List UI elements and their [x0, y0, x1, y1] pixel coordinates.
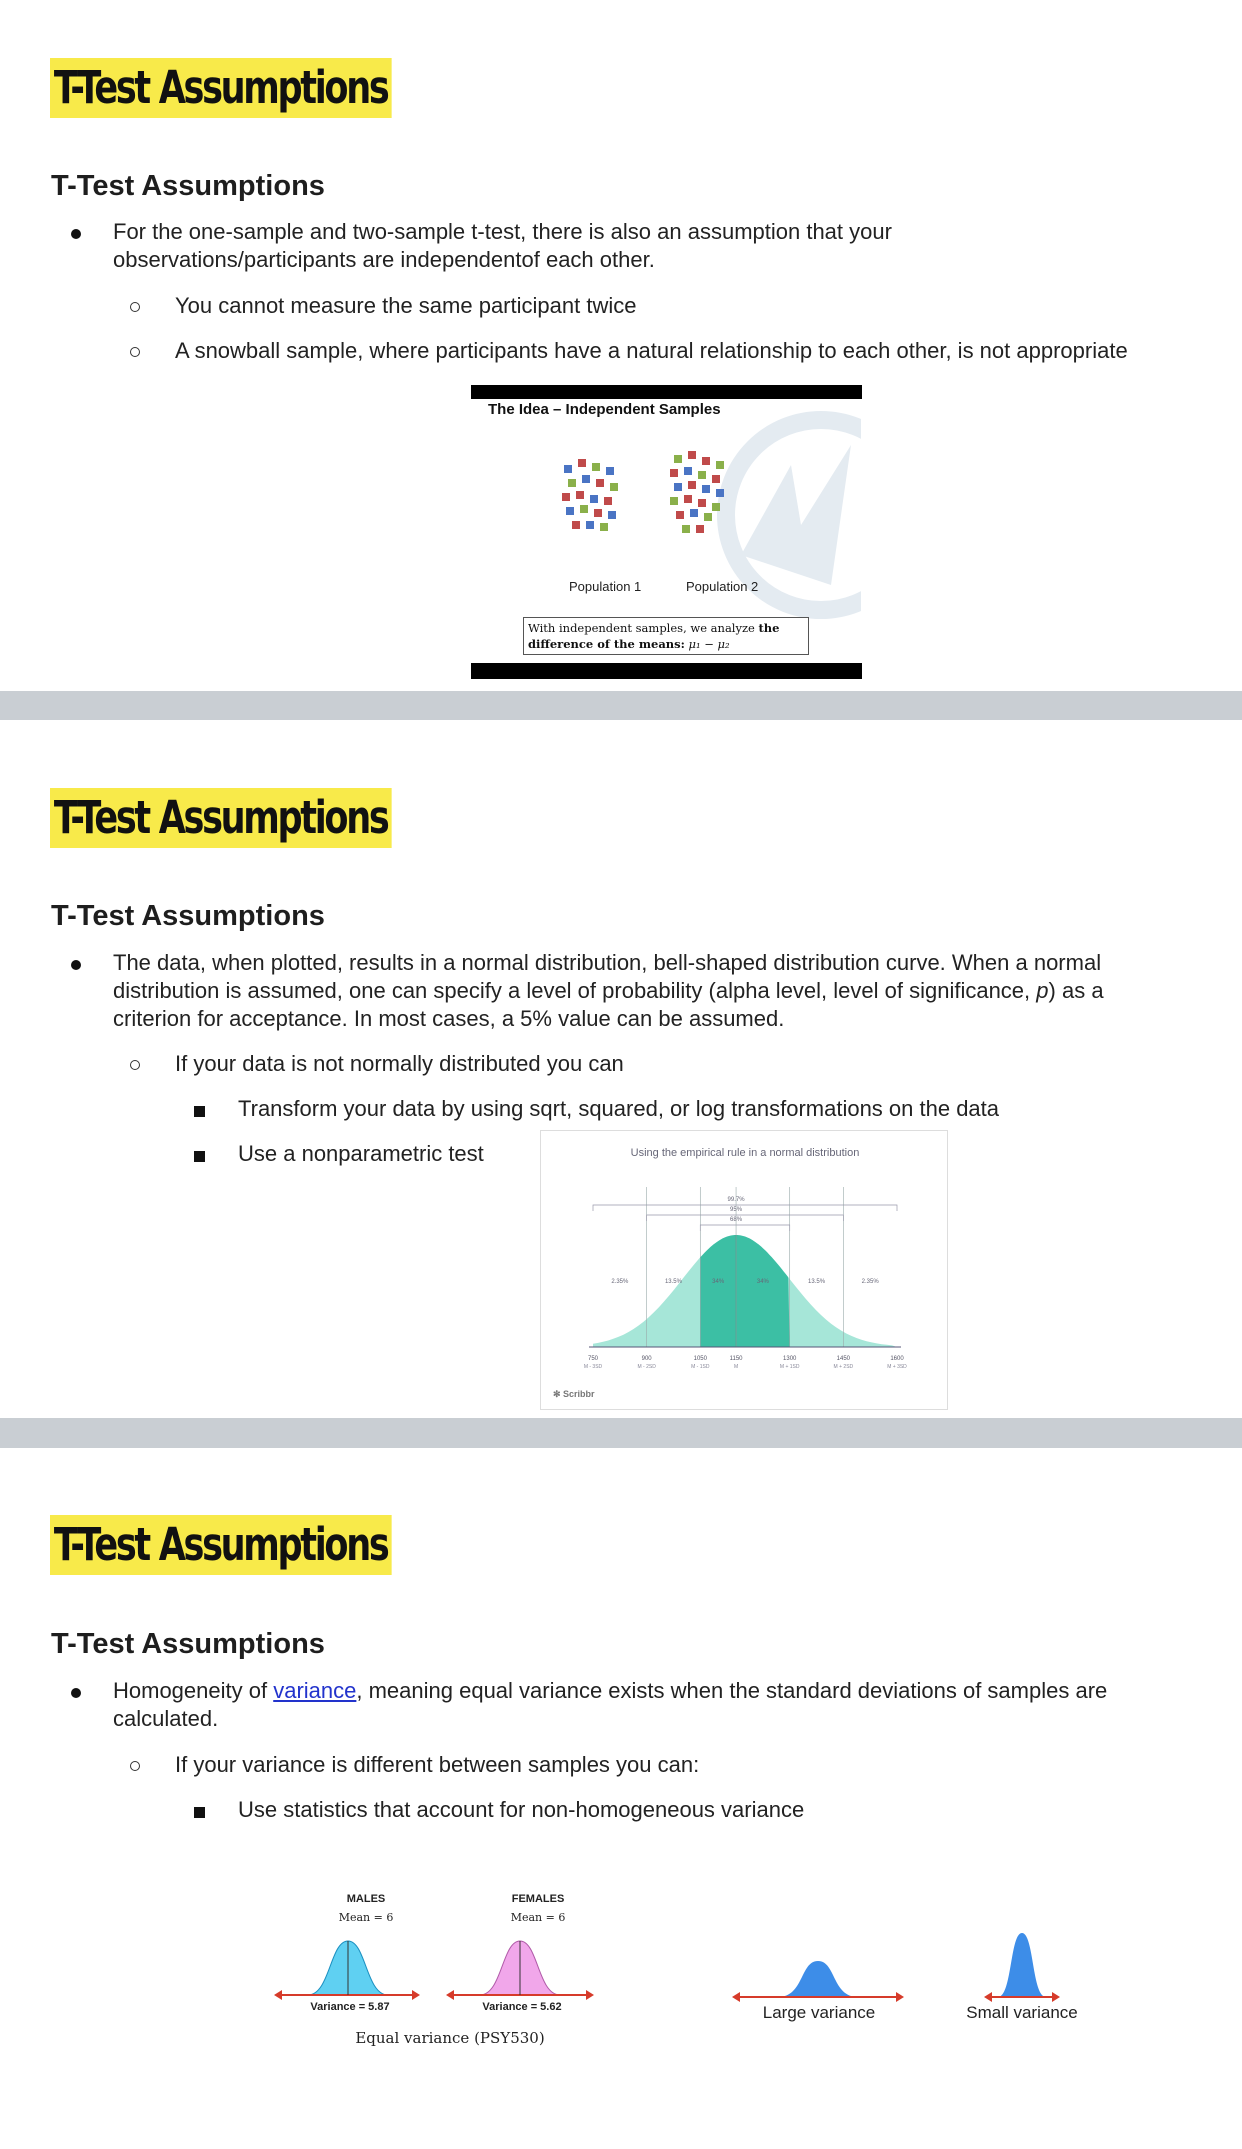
large-small-variance-figure: [730, 1923, 1090, 2033]
males-mean: Mean = 6: [338, 1911, 394, 1924]
sub-sub-bullet-text: Use a nonparametric test: [238, 1141, 484, 1166]
normal-distribution-chart: [540, 1130, 948, 1410]
bullet-dot: [71, 960, 81, 970]
independent-samples-figure: [471, 385, 862, 679]
band-percentage: 13.5%: [808, 1279, 826, 1285]
population-1-cluster: [562, 459, 618, 531]
figure-title: The Idea – Independent Samples: [488, 401, 721, 418]
cumulative-bracket: [647, 1215, 844, 1221]
small-variance-label: Small variance: [966, 2003, 1078, 2022]
cumulative-label: 99.7%: [727, 1197, 745, 1203]
x-sd-label: M: [733, 1364, 739, 1370]
x-sd-label: M - 3SD: [583, 1364, 603, 1370]
x-sd-label: M + 3SD: [887, 1364, 907, 1370]
population-2-cluster: [670, 451, 724, 533]
bullet-dot: [71, 229, 81, 239]
large-variance-curve: [778, 1961, 858, 1997]
band-percentage: 34%: [712, 1279, 725, 1285]
sub-sub-bullet-text: Transform your data by using sqrt, squared, or log transformations on the data: [238, 1096, 1000, 1121]
figure-caption-box: [523, 617, 809, 655]
caption-formula: μ₁ − μ₂: [688, 637, 730, 651]
caption-text: With independent samples, we analyze: [528, 621, 755, 635]
chart-title: Using the empirical rule in a normal distribution: [630, 1147, 860, 1159]
slide-1: [0, 0, 1242, 691]
small-variance-curve: [998, 1933, 1046, 1997]
figure-bottom-bar: [471, 663, 862, 679]
caption-bold-a: the: [758, 621, 780, 635]
slide-2: [0, 720, 1242, 1418]
x-tick-label: 750: [587, 1356, 599, 1362]
sub-bullet-text: You cannot measure the same participant twice: [175, 293, 637, 318]
population-groups: [556, 445, 756, 555]
chart-brand: ✻ Scribbr: [553, 1389, 595, 1399]
band-percentage: 34%: [756, 1279, 769, 1285]
x-tick-label: 1600: [890, 1356, 904, 1362]
cumulative-label: 95%: [730, 1207, 743, 1213]
large-variance-label: Large variance: [762, 2003, 876, 2022]
band-percentage: 2.35%: [861, 1279, 879, 1285]
sub-sub-bullet-text: Use statistics that account for non-homogeneous variance: [238, 1797, 805, 1822]
x-tick-label: 1450: [836, 1356, 851, 1362]
sub-bullet-circle: [130, 1060, 140, 1070]
sub-bullet-text: If your variance is different between samples you can:: [175, 1752, 700, 1777]
x-sd-label: M - 2SD: [637, 1364, 656, 1370]
equal-variance-caption: Equal variance (PSY530): [355, 2029, 545, 2047]
sub-sub-bullet-square: [194, 1807, 205, 1818]
slide-banner-title: T-Test Assumptions: [50, 1515, 391, 1575]
inner-area: [700, 1235, 789, 1347]
population-2-label: Population 2: [686, 579, 759, 594]
equal-variance-figure: [270, 1893, 610, 2073]
sub-sub-bullet-square: [194, 1151, 205, 1162]
population-1-label: Population 1: [569, 579, 642, 594]
bullet-dot: [71, 1688, 81, 1698]
band-percentage: 13.5%: [664, 1279, 682, 1285]
x-tick-label: 900: [641, 1356, 652, 1362]
cumulative-label: 68%: [730, 1217, 743, 1223]
sub-bullet-circle: [130, 347, 140, 357]
x-tick-label: 1300: [783, 1356, 797, 1362]
males-label: MALES: [346, 1893, 386, 1905]
sub-sub-bullet-square: [194, 1106, 205, 1117]
section-heading: T-Test Assumptions: [51, 900, 325, 932]
chart-canvas: [541, 1131, 949, 1411]
caption-bold-b: difference of the means:: [528, 637, 685, 651]
cumulative-bracket: [700, 1225, 789, 1231]
bullet-text: The data, when plotted, results in a normal distribution, bell-shaped distribution curve. When a normal distribution is assumed, one can specify a level of probability (alpha level, level of significance, p) as a criterion for acceptance. In most cases, a 5% value can be assumed.: [113, 950, 1104, 1031]
x-tick-label: 1150: [729, 1356, 743, 1362]
cumulative-bracket: [593, 1205, 897, 1211]
sub-bullet-circle: [130, 1761, 140, 1771]
bullet-text: Homogeneity of variance, meaning equal variance exists when the standard deviations of samples are calculated.: [113, 1678, 1108, 1731]
females-variance: Variance = 5.62: [482, 2001, 562, 2013]
females-mean: Mean = 6: [510, 1911, 566, 1924]
x-sd-label: M + 2SD: [833, 1364, 854, 1370]
sub-bullet-text: A snowball sample, where participants have a natural relationship to each other, is not appropriate: [175, 338, 1128, 363]
sub-bullet-text: If your data is not normally distributed you can: [175, 1051, 624, 1076]
slide-3: [0, 1448, 1242, 2149]
x-sd-label: M - 1SD: [691, 1364, 710, 1370]
males-variance: Variance = 5.87: [310, 2001, 390, 2013]
sub-bullet-circle: [130, 302, 140, 312]
variance-link[interactable]: variance: [273, 1678, 357, 1703]
x-tick-label: 1050: [693, 1356, 707, 1362]
variance-comparison-curves: [730, 1923, 1090, 2003]
section-heading: T-Test Assumptions: [51, 1628, 325, 1660]
x-sd-label: M + 1SD: [779, 1364, 800, 1370]
bullet-text: For the one-sample and two-sample t-test, there is also an assumption that your observations/participants are independentof each other.: [113, 219, 892, 272]
section-heading: T-Test Assumptions: [51, 170, 325, 202]
figure-top-bar: [471, 385, 862, 399]
females-label: FEMALES: [511, 1893, 565, 1905]
band-percentage: 2.35%: [611, 1279, 629, 1285]
slide-banner-title: T-Test Assumptions: [50, 58, 391, 118]
slide-banner-title: T-Test Assumptions: [50, 788, 391, 848]
